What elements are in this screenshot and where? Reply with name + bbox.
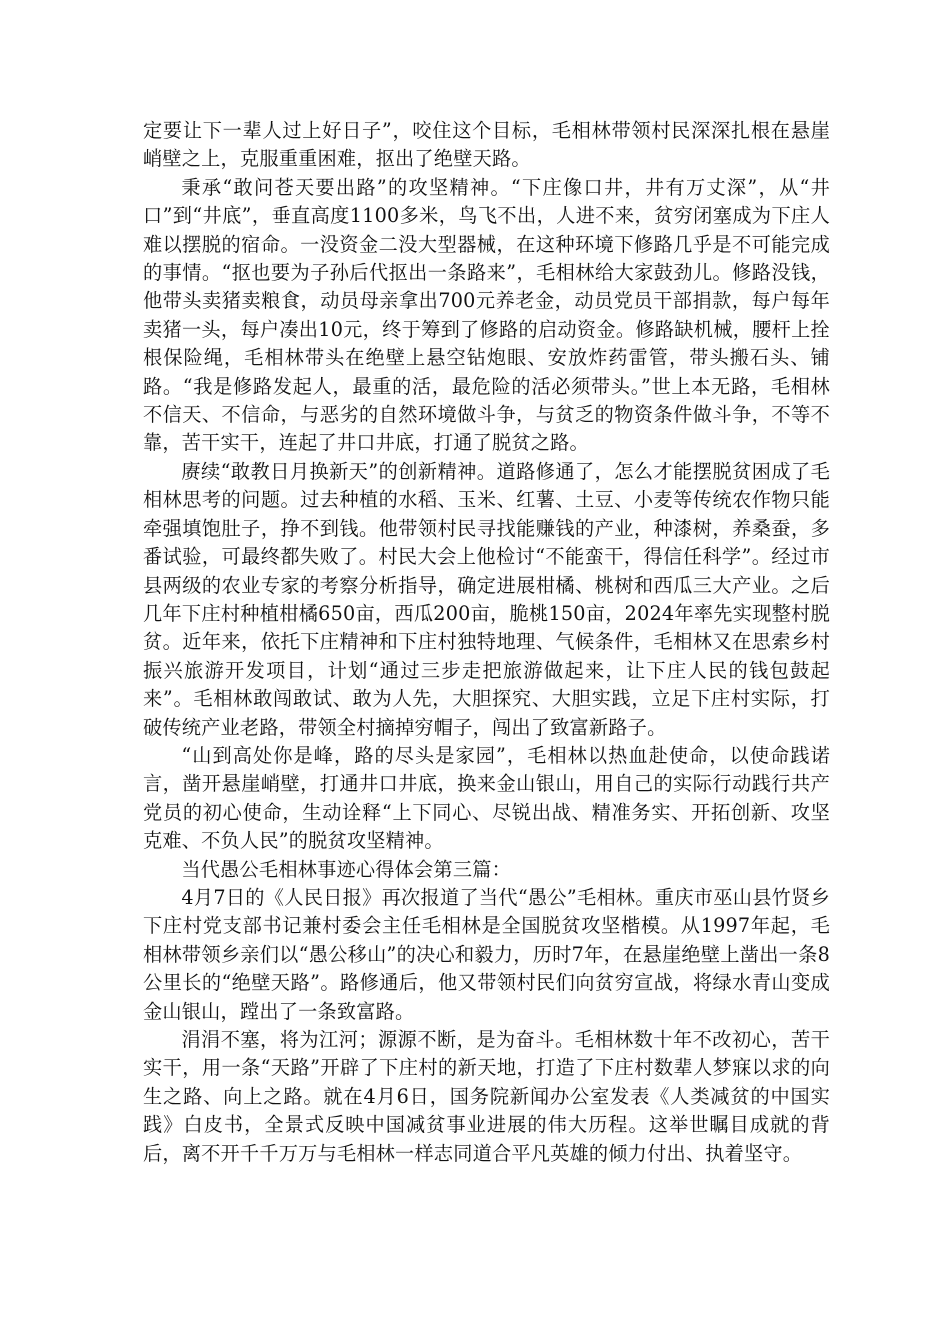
paragraph-continuation: 定要让下一辈人过上好日子”，咬住这个目标，毛相林带领村民深深扎根在悬崖峭壁之上，克服重重困难，抠出了绝壁天路。 bbox=[143, 119, 830, 171]
paragraph-summary: “山到高处你是峰，路的尽头是家园”，毛相林以热血赴使命，以使命践诺言，凿开悬崖峭壁，打通井口井底，换来金山银山，用自己的实际行动践行共产党员的初心使命，生动诠释“上下同心、尽锐出战、精准务实、开拓创新、攻坚克难、不负人民”的脱贫攻坚精神。 bbox=[143, 743, 830, 853]
paragraph-pioneering-spirit: 秉承“敢问苍天要出路”的攻坚精神。“下庄像口井，井有万丈深”，从“井口”到“井底”，垂直高度1100多米，鸟飞不出，人进不来，贫穷闭塞成为下庄人难以摆脱的宿命。一没资金二没大型器械，在这种环境下修路几乎是不可能完成的事情。“抠也要为子孙后代抠出一条路来”，毛相林给大家鼓劲儿。修路没钱，他带头卖猪卖粮食，动员母亲拿出700元养老金，动员党员干部捐款，每户每年卖猪一头，每户凑出10元，终于筹到了修路的启动资金。修路缺机械，腰杆上拴根保险绳，毛相林带头在绝壁上悬空钻炮眼、安放炸药雷管，带头搬石头、铺路。“我是修路发起人，最重的活，最危险的活必须带头。”世上本无路，毛相林不信天、不信命，与恶劣的自然环境做斗争，与贫乏的物资条件做斗争，不等不靠，苦干实干，连起了井口井底，打通了脱贫之路。 bbox=[143, 175, 830, 455]
paragraph-perseverance: 涓涓不塞，将为江河；源源不断，是为奋斗。毛相林数十年不改初心，苦干实干，用一条“天路”开辟了下庄村的新天地，打造了下庄村数辈人梦寐以求的向生之路、向上之路。就在4月6日，国务院新闻办公室发表《人类减贫的中国实践》白皮书，全景式反映中国减贫事业进展的伟大历程。这举世瞩目成就的背后，离不开千千万万与毛相林一样志同道合平凡英雄的倾力付出、执着坚守。 bbox=[143, 1028, 830, 1165]
section-heading: 当代愚公毛相林事迹心得体会第三篇： bbox=[181, 857, 511, 881]
paragraph-innovation-spirit: 赓续“敢教日月换新天”的创新精神。道路修通了，怎么才能摆脱贫困成了毛相林思考的问题。过去种植的水稻、玉米、红薯、土豆、小麦等传统农作物只能牵强填饱肚子，挣不到钱。他带领村民寻找能赚钱的产业，种漆树，养桑蚕，多番试验，可最终都失败了。村民大会上他检讨“不能蛮干，得信任科学”。经过市县两级的农业专家的考察分析指导，确定进展柑橘、桃树和西瓜三大产业。之后几年下庄村种植柑橘650亩，西瓜200亩，脆桃150亩，2024年率先实现整村脱贫。近年来，依托下庄精神和下庄村独特地理、气候条件，毛相林又在思索乡村振兴旅游开发项目，计划“通过三步走把旅游做起来，让下庄人民的钱包鼓起来”。毛相林敢闯敢试、敢为人先，大胆探究、大胆实践，立足下庄村实际，打破传统产业老路，带领全村摘掉穷帽子，闯出了致富新路子。 bbox=[143, 459, 830, 739]
paragraph-news-report: 4月7日的《人民日报》再次报道了当代“愚公”毛相林。重庆市巫山县竹贤乡下庄村党支部书记兼村委会主任毛相林是全国脱贫攻坚楷模。从1997年起，毛相林带领乡亲们以“愚公移山”的决心和毅力，历时7年，在悬崖绝壁上凿出一条8公里长的“绝壁天路”。路修通后，他又带领村民们向贫穷宣战，将绿水青山变成金山银山，蹚出了一条致富路。 bbox=[143, 885, 830, 1023]
